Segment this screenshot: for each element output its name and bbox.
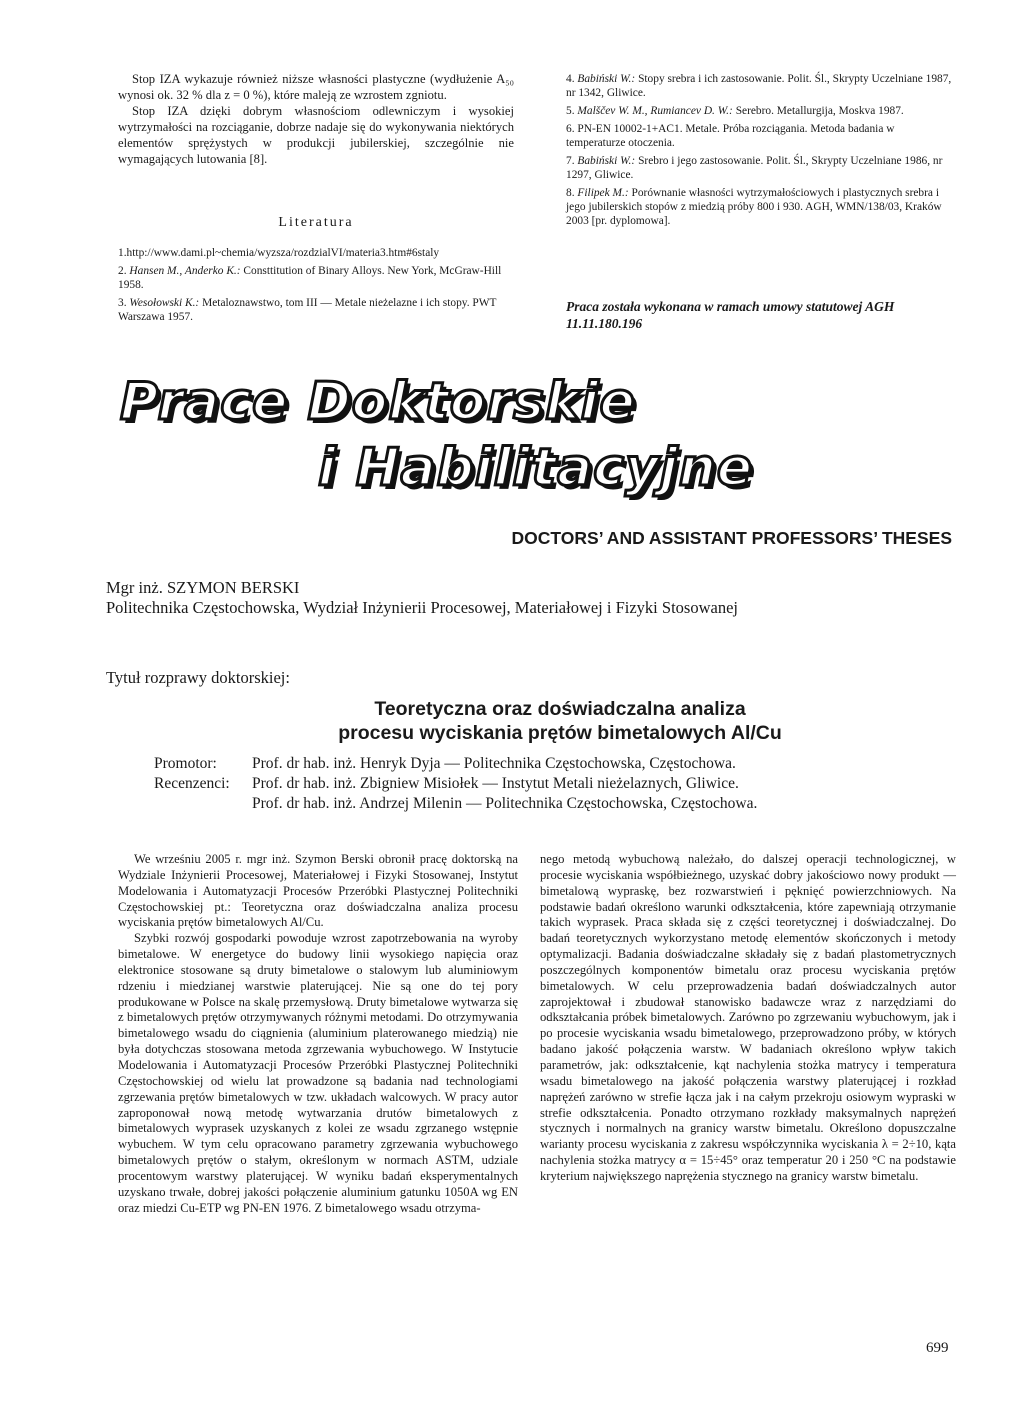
promotor-name: Prof. dr hab. inż. Henryk Dyja — Politechnika Częstochowska, Częstochowa.	[252, 755, 736, 772]
thesis-title-label: Tytuł rozprawy doktorskiej:	[106, 668, 290, 687]
reference-item: 4. Babiński W.: Stopy srebra i ich zastosowanie. Polit. Śl., Skrypty Uczelniane 1987, nr 1342, Gliwice.	[566, 73, 952, 99]
reference-item: 3. Wesołowski K.: Metaloznawstwo, tom III — Metale nieżelazne i ich stopy. PWT Warszawa 1957.	[118, 297, 497, 323]
reference-item: 8. Filipek M.: Porównanie własności wytrzymałościowych i plastycznych srebra i jego jubilerskich stopów z miedzią próby 800 i 930. AGH, WMN/138/03, Kraków 2003 [pr. dyplomowa].	[566, 187, 942, 227]
reference-item: 6. PN-EN 10002-1+AC1. Metale. Próba rozciągania. Metoda badania w temperaturze otoczenia.	[566, 123, 895, 149]
reviewers-label: Recenzenci:	[154, 775, 230, 792]
section-title-line2: i Habilitacyjne	[318, 438, 754, 498]
references-right	[566, 72, 952, 232]
section-title-line1: Prace Doktorskie	[120, 372, 636, 432]
paragraph: We wrześniu 2005 r. mgr inż. Szymon Berski obronił pracę doktorską na Wydziale Inżynierii Procesowej, Materiałowej i Fizyki Stosowanej, Instytut Modelowania i Automatyzacji Procesów Przeróbki Plastycznej Politechniki Częstochowskiej pt.: Teoretyczna oraz doświadczalna analiza procesu wyciskania prętów bimetalowych Al/Cu.	[118, 852, 518, 930]
english-section-heading: DOCTORS’ AND ASSISTANT PROFESSORS’ THESES	[511, 528, 952, 548]
acknowledgement: Praca została wykonana w ramach umowy statutowej AGH 11.11.180.196	[566, 299, 895, 331]
paragraph: Szybki rozwój gospodarki powoduje wzrost zapotrzebowania na wyroby bimetalowe. W energetyce do budowy linii wysokiego napięcia oraz elektronice stosowane są druty bimetalowe o stalowym lub aluminiowym rdzeniu i miedzianej warstwie platerującej. Nie są one do tej pory produkowane w Polsce na skalę przemysłową. Druty bimetalowe wytwarza się z bimetalowych prętów otrzymywanych różnymi metodami. Do otrzymywania bimetalowego wsadu do ciągnienia (aluminium platerowanego miedzią) nie była dotychczas stosowana metoda zgrzewania wybuchowego. W Instytucie Modelowania i Automatyzacji Procesów Przeróbki Plastycznej Politechniki Częstochowskiej od wielu lat prowadzone są badania nad technologiami zgrzewania prętów bimetalowych w tzw. układach walcowych. W pracy autor zaproponował nową metodę wytwarzania drutów bimetalowych z bimetalowych wyprasek uzyskanych z kolei ze wsadu zgrzanego wstępnie wybuchem. W tym celu opracowano parametry zgrzewania wybuchowego bimetalowych prętów o stałym, określonym w normach ASTM, udziale procentowym warstwy platerującej. W wyniku badań eksperymentalnych uzyskano trwałe, dobrej jakości połączenie aluminium gatunku 1050A wg EN oraz miedzi Cu-ETP wg PN-EN 1976. Z bimetalowego wsadu otrzyma-	[118, 931, 518, 1215]
thesis-title-line2: procesu wyciskania prętów bimetalowych Al/Cu	[338, 722, 782, 744]
top-left-column	[118, 72, 514, 167]
thesis-affiliation: Politechnika Częstochowska, Wydział Inżynierii Procesowej, Materiałowej i Fizyki Stosowanej	[106, 598, 738, 617]
reviewer-name: Prof. dr hab. inż. Andrzej Milenin — Politechnika Częstochowska, Częstochowa.	[252, 795, 758, 812]
paragraph: Stop IZA wykazuje również niższe własności plastyczne (wydłużenie A₅₀ wynosi ok. 32 % dla z = 0 %), które maleją ze wzrostem zgniotu.	[118, 72, 514, 102]
promotor-reviewers-table	[154, 754, 757, 814]
references-left	[118, 246, 518, 328]
body-left-column	[118, 852, 518, 1216]
thesis-author: Mgr inż. SZYMON BERSKI	[106, 578, 300, 597]
reference-item: 2. Hansen M., Anderko K.: Consttitution of Binary Alloys. New York, McGraw-Hill 1958.	[118, 265, 502, 291]
reference-item: 1.http://www.dami.pl~chemia/wyzsza/rozdzialVI/materia3.htm#6staly	[118, 247, 440, 259]
body-right-column	[540, 852, 956, 1185]
paragraph: nego metodą wybuchową należało, do dalszej operacji technologicznej, w procesie wyciskania współbieżnego, uzyskać dobry jakościowo nowy produkt — bimetalową wypraskę, bez rozwarstwień i pęknięć powierzchniowych. Na podstawie badań określono warunki odkształcenia, które zapewniają otrzymanie takich wyprasek. Praca składa się z części teoretycznej i doświadczalnej. Do badań teoretycznych wykorzystano metodę elementów skończonych i metody optymalizacji. Badania doświadczalne składały się z badań plastometrycznych poszczególnych komponentów bimetalu oraz procesu wyciskania prętów bimetalowych. W celu przeprowadzenia badań doświadczalnych autor zaprojektował i zbudował stanowisko badawcze wraz z narzędziami do odkształcania próbek bimetalowych. Zarówno po zgrzewaniu wybuchowym, jak i po procesie wyciskania wsadu bimetalowego, przeprowadzono próby, w których badano jakość połączenia warstw. W badaniach określono wpływ takich parametrów, jak: odkształcenie, kąt nachylenia stożka matrycy i temperatura wsadu bimetalowego na jakość połączenia warstwy platerującej i rozkład naprężeń zarówno w strefie łącza jak i na całym przekroju osiowym wypraski w strefie odkształcenia. Ponadto otrzymano rozkłady maksymalnych naprężeń stycznych i normalnych na granicy warstw bimetalu. Określono dopuszczalne warianty procesu wyciskania z zakresu współczynnika wyciskania λ = 2÷10, kąta nachylenia stożka matrycy α = 15÷45° oraz temperatur 20 i 250 °C na podstawie kryterium największego naprężenia stycznego na granicy warstw bimetalu.	[540, 852, 956, 1183]
paragraph: Stop IZA dzięki dobrym własnościom odlewniczym i wysokiej wytrzymałości na rozciąganie, dobrze nadaje się do wykonywania niektórych elementów sprężystych w produkcji jubilerskiej, szczególnie nie wymagających lutowania [8].	[118, 103, 514, 166]
thesis-title-line1: Teoretyczna oraz doświadczalna analiza	[374, 698, 746, 720]
page-number: 699	[926, 1340, 949, 1356]
reference-item: 5. Malščev W. M., Rumiancev D. W.: Serebro. Metallurgija, Moskva 1987.	[566, 105, 904, 117]
reviewer-name: Prof. dr hab. inż. Zbigniew Misiołek — Instytut Metali nieżelaznych, Gliwice.	[252, 775, 739, 792]
thesis-title	[250, 697, 870, 745]
reference-item: 7. Babiński W.: Srebro i jego zastosowanie. Polit. Śl., Skrypty Uczelniane 1986, nr 1297, Gliwice.	[566, 155, 943, 181]
literatura-heading: Literatura	[278, 215, 354, 230]
promotor-label: Promotor:	[154, 755, 217, 772]
